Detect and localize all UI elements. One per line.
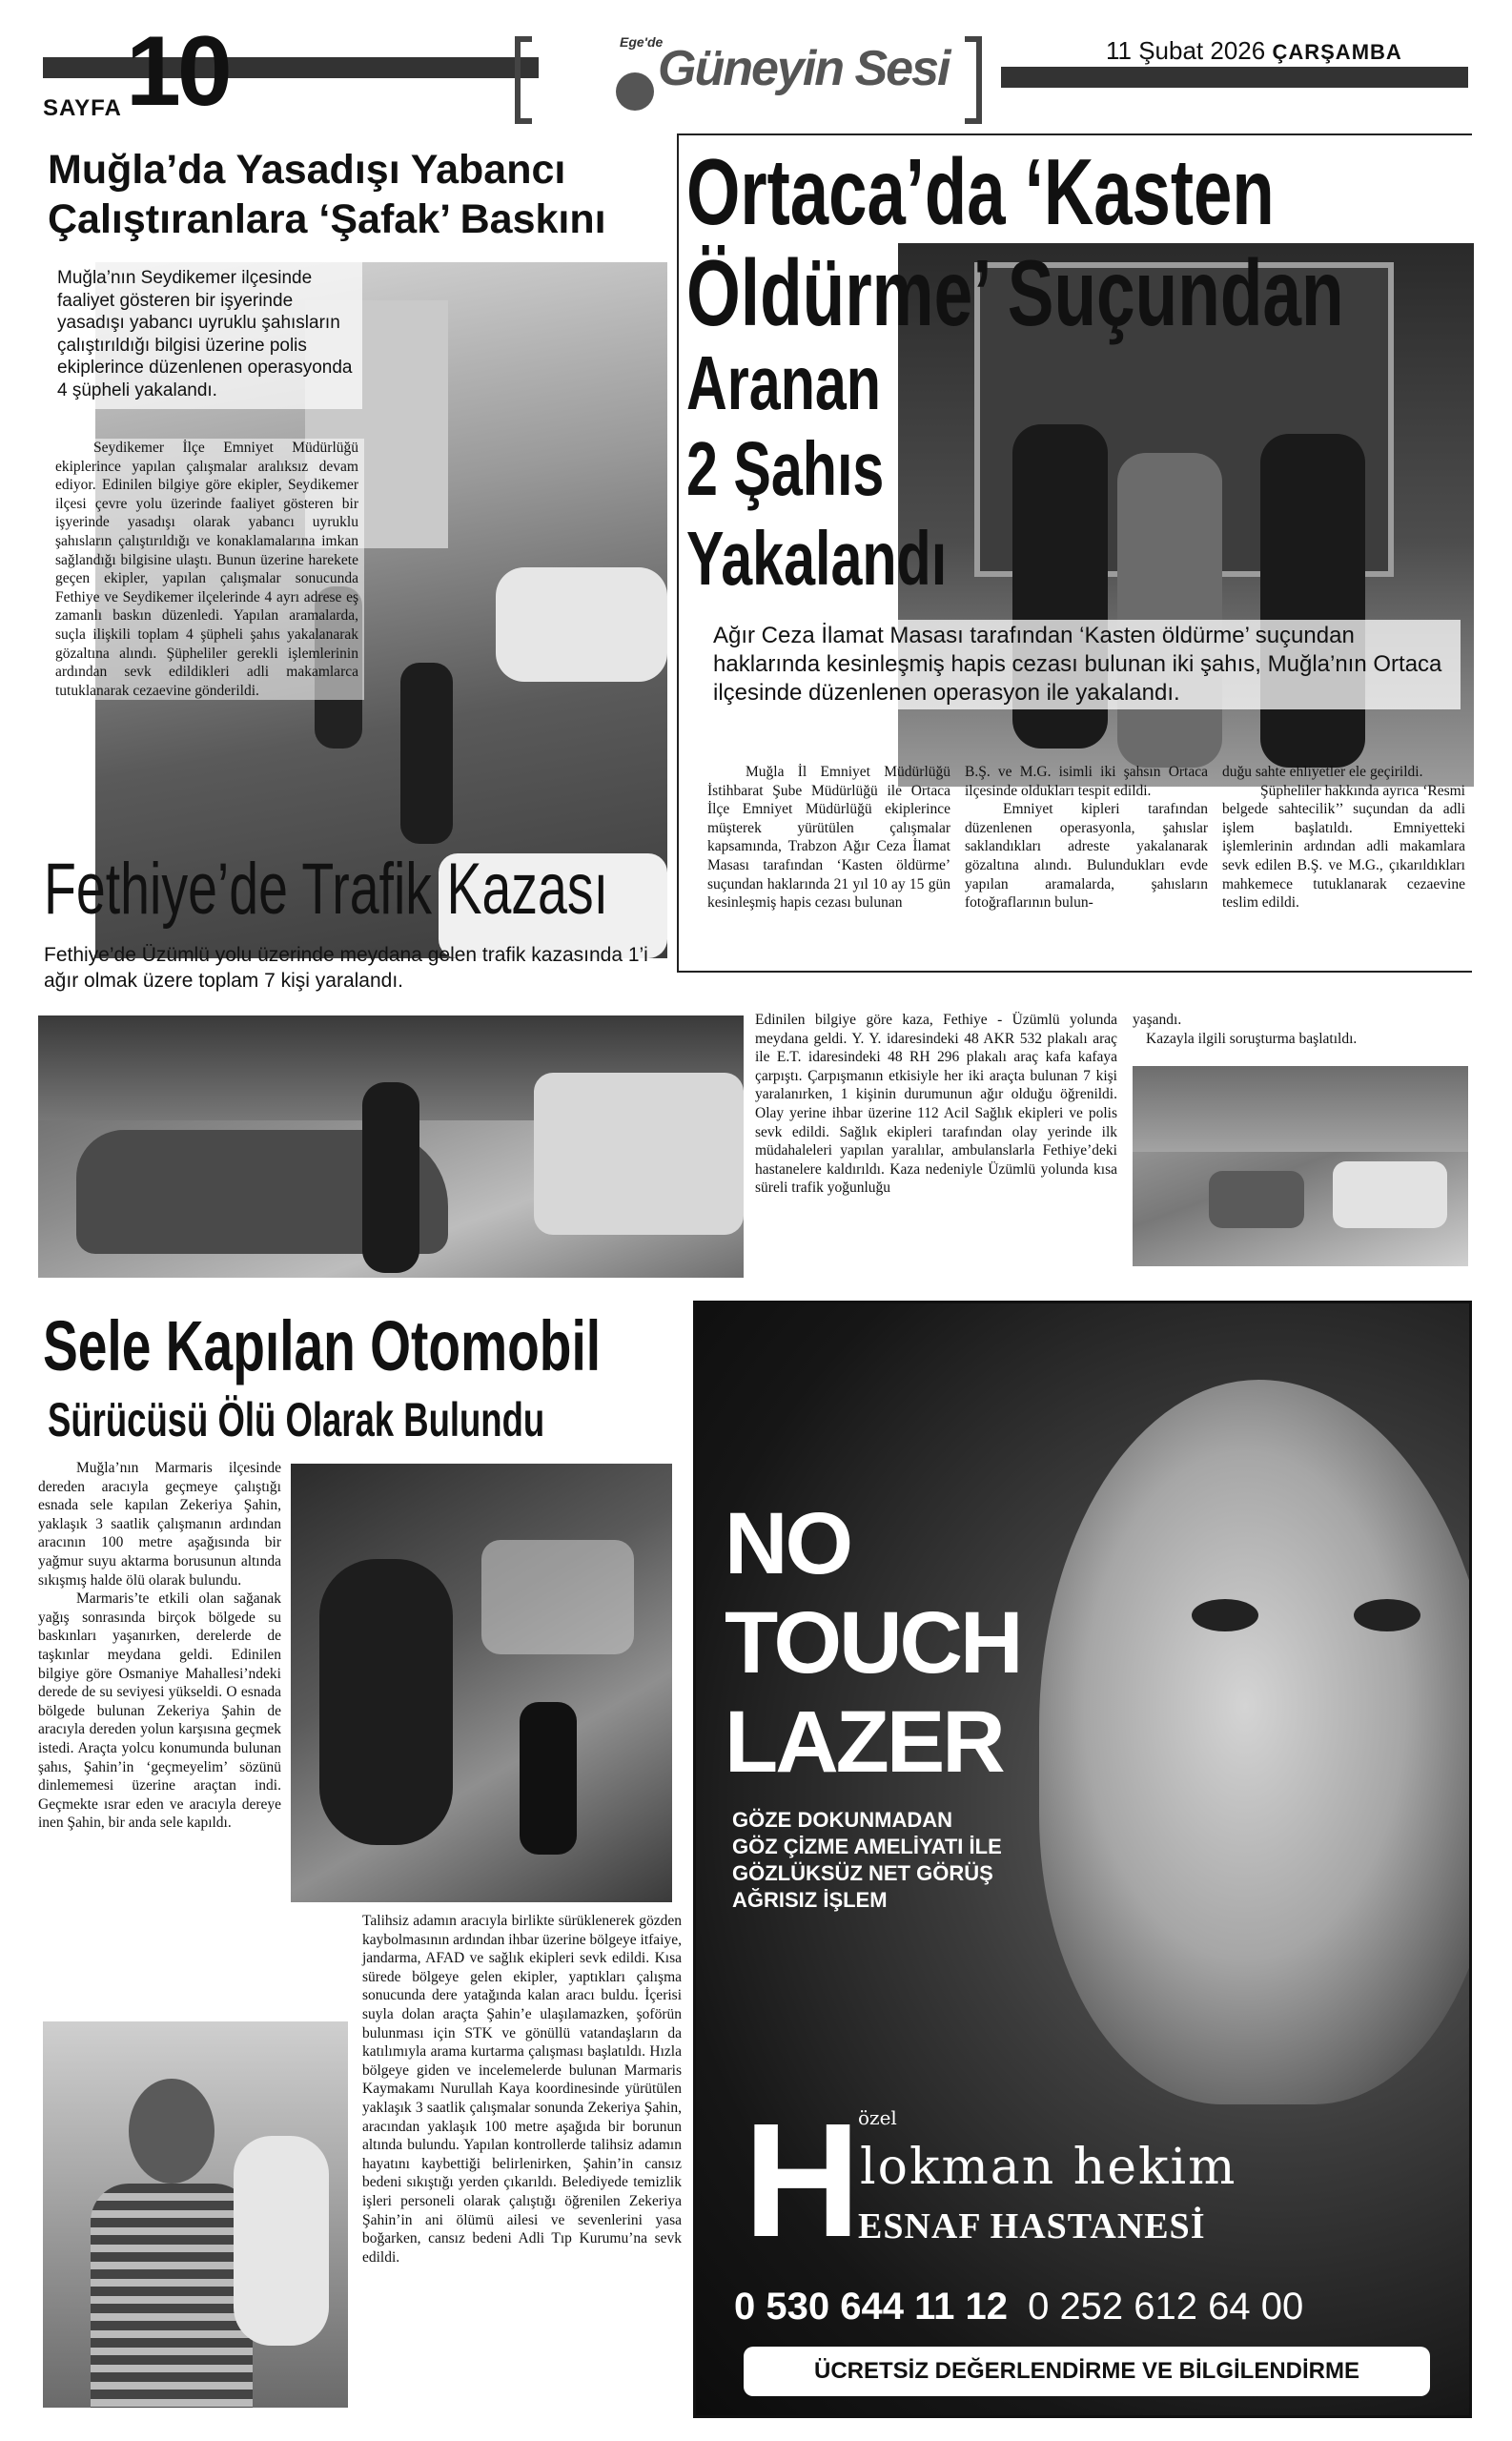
ad-headline xyxy=(725,1494,1020,1792)
ad-headline-1: NO xyxy=(725,1495,850,1592)
body-col1 xyxy=(38,1459,281,1833)
article-flood xyxy=(38,1297,686,2412)
headline-line1: Muğla’da Yasadışı Yabancı xyxy=(48,147,566,193)
ad-sub-3: GÖZLÜKSÜZ NET GÖRÜŞ xyxy=(732,1861,993,1885)
ad-headline-2: TOUCH xyxy=(725,1594,1021,1692)
weekday-text: ÇARŞAMBA xyxy=(1272,40,1402,64)
lead-text: Muğla’nın Seydikemer ilçesinde faaliyet gösteren bir işyerinde yasadışı yabancı uyruklu şahısların çalıştırıldığı bilgisi üzerine polis ekiplerince düzenlenen operasyonda 4 şüpheli yakalandı. xyxy=(48,259,362,409)
body-col2 xyxy=(1133,1011,1466,1048)
ad-headline-3: LAZER xyxy=(725,1693,1003,1791)
headline-line5: Yakalandı xyxy=(686,516,948,601)
body-text: Seydikemer İlçe Emniyet Müdürlüğü ekiplerince yapılan çalışmalar aralıksız devam ediyor. Edinilen bilgiye göre ekipler, Seydikemer ilçesi çevre yolu üzerinde faaliyet gösteren bir işyerinde yasadışı olarak yabancı uyruklu şahısların çalıştırıldığı ve konaklamalarına imkan sağlandığı bilgisine ulaştı. Bunun üzerine harekete geçen ekipler, yapılan çalışmalar sonucunda Fethiye ve Seydikemer ilçelerinde 4 ayrı adrese eş zamanlı baskın düzenledi. Yapılan aramalarda, suçla ilişkili toplam 4 şüpheli şahıs yakalanarak gözaltına alındı. Şüpheliler gerekli işlemlerinin ardından sevk edildikleri adli makamlarca tutuklanarak cezaevine gönderildi. xyxy=(50,439,364,700)
col2-para1: B.Ş. ve M.G. isimli iki şahsın Ortaca ilçesinde oldukları tespit edildi. xyxy=(965,764,1208,799)
brand-ozel: özel xyxy=(858,2106,897,2129)
hospital-name: ESNAF HASTANESİ xyxy=(858,2206,1206,2246)
body-col1: Muğla İl Emniyet Müdürlüğü İstihbarat Şube Müdürlüğü ile Ortaca İlçe Emniyet Müdürlüğü ekiplerince müşterek yürütülen çalışmalar kapsamında, Trabzon Ağır Ceza İlamat Masası tarafından ‘Kasten öldürme’ suçundan haklarında 21 yıl 10 ay 15 gün kesinleşmiş hapis cezası bulunan xyxy=(707,764,950,912)
col2-para2: Emniyet kipleri tarafından düzenlenen operasyonla, şahıslar saklandıkları adreste yakalanarak gözaltına alındı. Bulundukları evde yapılan aramalarda, şahısların fotoğraflarının bulun- xyxy=(965,801,1208,912)
headline-line4: 2 Şahıs xyxy=(686,426,885,511)
crash-photo-2 xyxy=(1133,1066,1468,1266)
headline-line1: Ortaca’da ‘Kasten xyxy=(686,139,1275,244)
headline-line2: Sürücüsü Ölü Olarak Bulundu xyxy=(48,1393,545,1446)
col2-para1: yaşandı. xyxy=(1133,1012,1182,1028)
phone-1[interactable]: 0 530 644 11 12 xyxy=(734,2286,1008,2328)
ad-no-touch-lazer xyxy=(693,1301,1472,2418)
phone-numbers xyxy=(734,2286,1303,2328)
logo-name: Güneyin Sesi xyxy=(658,41,950,96)
body-col2: Talihsiz adamın aracıyla birlikte sürüklenerek gözden kaybolmasının ardından ihbar üzerine bölgeye itfaiye, jandarma, AFAD ve sağlık ekipleri sevk edildi. Kısa sürede bölgeye gelen ekipler, yaptıkları çalışma sonucunda dere yatağında kalan aracı buldu. İçerisi suyla dolan araçta Şahin’e ulaşılamazken, şoförün bulunması için STK ve gönüllü vatandaşların da katılımıyla arama kurtarma çalışması başlatıldı. Hızla bölgeye giden ve incelemelerde bulunan Marmaris Kaymakamı Nurullah Kaya koordinesinde yürütülen yaklaşık 3 saatlik çalışmalar sonunda Zekeriya Şahin, aracından yaklaşık 100 metre aşağıda bir borunun altında bulundu. Yapılan kontrollerde talihsiz adamın hayatını kaybettiği belirlenirken, Şahin’in cansız bedeni sıkıştığı yerden çıkarıldı. Belediyede temizlik işleri personeli olarak çalıştığı öğrenilen Zekeriya Şahin’in ani ölümü ailesi ve sevenlerini yasa boğarken, cansız bedeni Adli Tıp Kurumu’na sevk edildi. xyxy=(362,1913,682,2266)
crash-photo xyxy=(38,1015,744,1278)
col2-para2: Kazayla ilgili soruşturma başlatıldı. xyxy=(1146,1030,1358,1047)
date-text: 11 Şubat 2026 xyxy=(1106,36,1266,65)
brand-h-logo: H xyxy=(744,2090,861,2271)
col3-para1: duğu sahte ehliyetler ele geçirildi. xyxy=(1222,764,1423,780)
headline: Fethiye’de Trafik Kazası xyxy=(44,849,609,930)
article-muğla-raid xyxy=(38,133,667,839)
body-col1: Edinilen bilgiye göre kaza, Fethiye - Üzümlü yolunda meydana geldi. Y. Y. idaresindeki 48 AKR 532 plakalı araç ile E.T. idaresindeki 48 RH 296 plakalı araç kafa kafaya çarpıştı. Çarpışmanın etkisiyle her iki araçta bulunan 7 kişi yaralanırken, 1 kişinin durumunun ağır olduğu öğrenildi. Olay yerine ihbar üzerine 112 Acil Sağlık ekipleri ve polis sevk edildi. Sağlık ekipleri tarafından olay yerinde ilk müdahaleleri yapılan yaralılar, ambulanslarla Fethiye’deki hastanelere kaldırıldı. Kaza nedeniyle Üzümlü yolunda kısa süreli trafik yoğunluğu xyxy=(755,1012,1117,1197)
flood-photo xyxy=(291,1464,672,1902)
lead-text: Fethiye’de Üzümlü yolu üzerinde meydana gelen trafik kazasında 1’i ağır olmak üzere toplam 7 kişi yaralandı. xyxy=(44,944,648,992)
headline-line3: Aranan xyxy=(686,340,881,425)
logo-small: Ege'de xyxy=(620,34,664,50)
phone-2[interactable]: 0 252 612 64 00 xyxy=(1028,2286,1304,2328)
victim-photo xyxy=(43,2021,348,2408)
lead-text: Ağır Ceza İlamat Masası tarafından ‘Kasten öldürme’ suçundan haklarında kesinleşmiş hapis cezası bulunan iki şahıs, Muğla’nın Ortaca ilçesinde düzenlenen operasyon ile yakalandı. xyxy=(707,620,1461,709)
col3-para2: Şüpheliler hakkında ayrıca ‘Resmi belgede sahtecilik’’ suçundan da adli işlem başlatıldı. Emniyetteki işlemlerinin ardından adli makamlara sevk edilen B.Ş. ve M.G., çıkarıldıkları mahkemece tutuklanarak cezaevine teslim edildi. xyxy=(1222,782,1465,912)
ad-sub-4: AĞRISIZ İŞLEM xyxy=(732,1888,888,1912)
headline xyxy=(48,145,677,244)
issue-date xyxy=(1106,36,1402,66)
page-number: 10 xyxy=(126,16,229,127)
logo-icon xyxy=(616,72,654,111)
article-fethiye-crash xyxy=(38,839,1472,1287)
page-label: SAYFA xyxy=(43,95,122,121)
ad-face xyxy=(1039,1380,1472,2104)
headline-line2: Çalıştıranlara ‘Şafak’ Baskını xyxy=(48,196,606,242)
col1-para1: Muğla’nın Marmaris ilçesinde dereden aracıyla geçmeye çalıştığı esnada sele kapılan Zekeriya Şahin, yaklaşık 3 saatlik çalışmanın ardından aracının 100 metre aşağısında bir yağmur suyu aktarma borusunun altında sıkışmış halde ölü olarak bulundu. xyxy=(38,1460,281,1589)
ad-sub-1: GÖZE DOKUNMADAN xyxy=(732,1808,952,1832)
brand-name: lokman hekim xyxy=(860,2139,1237,2196)
col1-para2: Marmaris’te etkili olan sağanak yağış sonrasında birçok bölgede su baskınları yaşanırken, derelerde de taşkınlar meydana geldi. Edinilen bilgiye göre Osmaniye Mahallesi’ndeki derede de su seviyesi yükseldi. O esnada bölgede bulunan Zekeriya Şahin de aracıyla dereden yolun karşısına geçmek istedi. Araçta yolcu konumunda bulunan şahıs, Şahin’in ‘geçmeyelim’ sözünü dinlememesi üzerine araçtan indi. Geçmekte ısrar eden ve aracıyla dereye inen Şahin, bir anda sele kapıldı. xyxy=(38,1590,281,1832)
ad-sub-2: GÖZ ÇİZME AMELİYATI İLE xyxy=(732,1835,1002,1858)
ad-cta-banner: ÜCRETSİZ DEĞERLENDİRME VE BİLGİLENDİRME xyxy=(744,2347,1430,2396)
masthead xyxy=(0,0,1512,129)
headline-line2: Öldürme’ Suçundan xyxy=(686,240,1344,345)
ad-subtext xyxy=(732,1807,1002,1914)
headline-line1: Sele Kapılan Otomobil xyxy=(43,1306,602,1385)
